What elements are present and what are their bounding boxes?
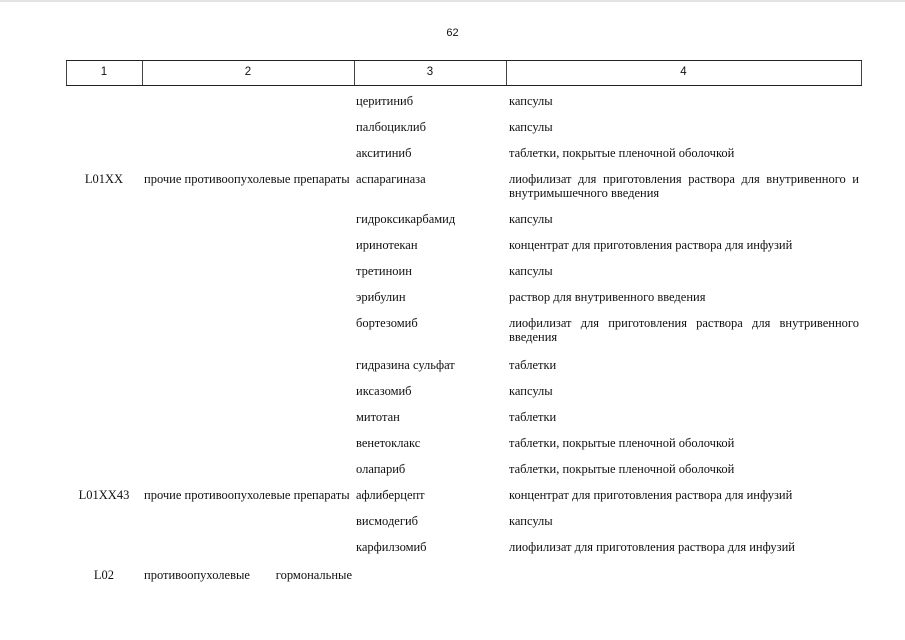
dosage-form: лиофилизат для приготовления раствора для инфузий: [509, 540, 795, 554]
header-col-2: 2: [244, 66, 252, 78]
drug-name: гидроксикарбамид: [356, 212, 456, 226]
group-name: прочие противоопухолевые препараты: [144, 488, 350, 502]
drug-name: олапариб: [356, 462, 406, 476]
table-top-rule: [66, 60, 862, 61]
col-divider: [861, 61, 862, 85]
group-name: прочие противоопухолевые препараты: [144, 172, 350, 186]
dosage-form: концентрат для приготовления раствора для инфузий: [509, 488, 793, 502]
dosage-form: лиофилизат для приготовления раствора для внутривенного введения: [509, 316, 859, 344]
drug-name: карфилзомиб: [356, 540, 427, 554]
scan-top-edge: [0, 0, 905, 2]
drug-name: аспарагиназа: [356, 172, 426, 186]
drug-name: иринотекан: [356, 238, 418, 252]
dosage-form: капсулы: [509, 94, 553, 108]
dosage-form: таблетки, покрытые пленочной оболочкой: [509, 146, 735, 160]
dosage-form: раствор для внутривенного введения: [509, 290, 706, 304]
drug-name: церитиниб: [356, 94, 414, 108]
drug-name: венетоклакс: [356, 436, 421, 450]
dosage-form: таблетки, покрытые пленочной оболочкой: [509, 436, 735, 450]
drug-name: митотан: [356, 410, 400, 424]
header-col-1: 1: [100, 66, 108, 78]
drug-name: палбоциклиб: [356, 120, 426, 134]
dosage-form: таблетки: [509, 410, 557, 424]
dosage-form: концентрат для приготовления раствора для инфузий: [509, 238, 793, 252]
dosage-form: капсулы: [509, 384, 553, 398]
group-name: противоопухолевые гормональные: [144, 568, 352, 582]
dosage-form: капсулы: [509, 212, 553, 226]
dosage-form: таблетки, покрытые пленочной оболочкой: [509, 462, 735, 476]
header-col-3: 3: [426, 66, 434, 78]
dosage-form: капсулы: [509, 120, 553, 134]
drug-name: третиноин: [356, 264, 412, 278]
drug-name: акситиниб: [356, 146, 412, 160]
drug-name: бортезомиб: [356, 316, 418, 330]
drug-name: эрибулин: [356, 290, 406, 304]
dosage-form: капсулы: [509, 264, 553, 278]
atc-code: L01XX: [84, 172, 124, 186]
drug-name: иксазомиб: [356, 384, 412, 398]
dosage-form: таблетки: [509, 358, 557, 372]
page-number: 62: [446, 27, 459, 39]
atc-code: L01XX43: [78, 488, 130, 502]
drug-name: гидразина сульфат: [356, 358, 455, 372]
header-col-4: 4: [680, 66, 687, 78]
drug-name: висмодегиб: [356, 514, 419, 528]
atc-code: L02: [93, 568, 115, 582]
dosage-form: капсулы: [509, 514, 553, 528]
drug-name: афлиберцепт: [356, 488, 425, 502]
table-header-rule: [66, 85, 862, 86]
dosage-form: лиофилизат для приготовления раствора для внутривенного и внутримышечного введения: [509, 172, 859, 200]
